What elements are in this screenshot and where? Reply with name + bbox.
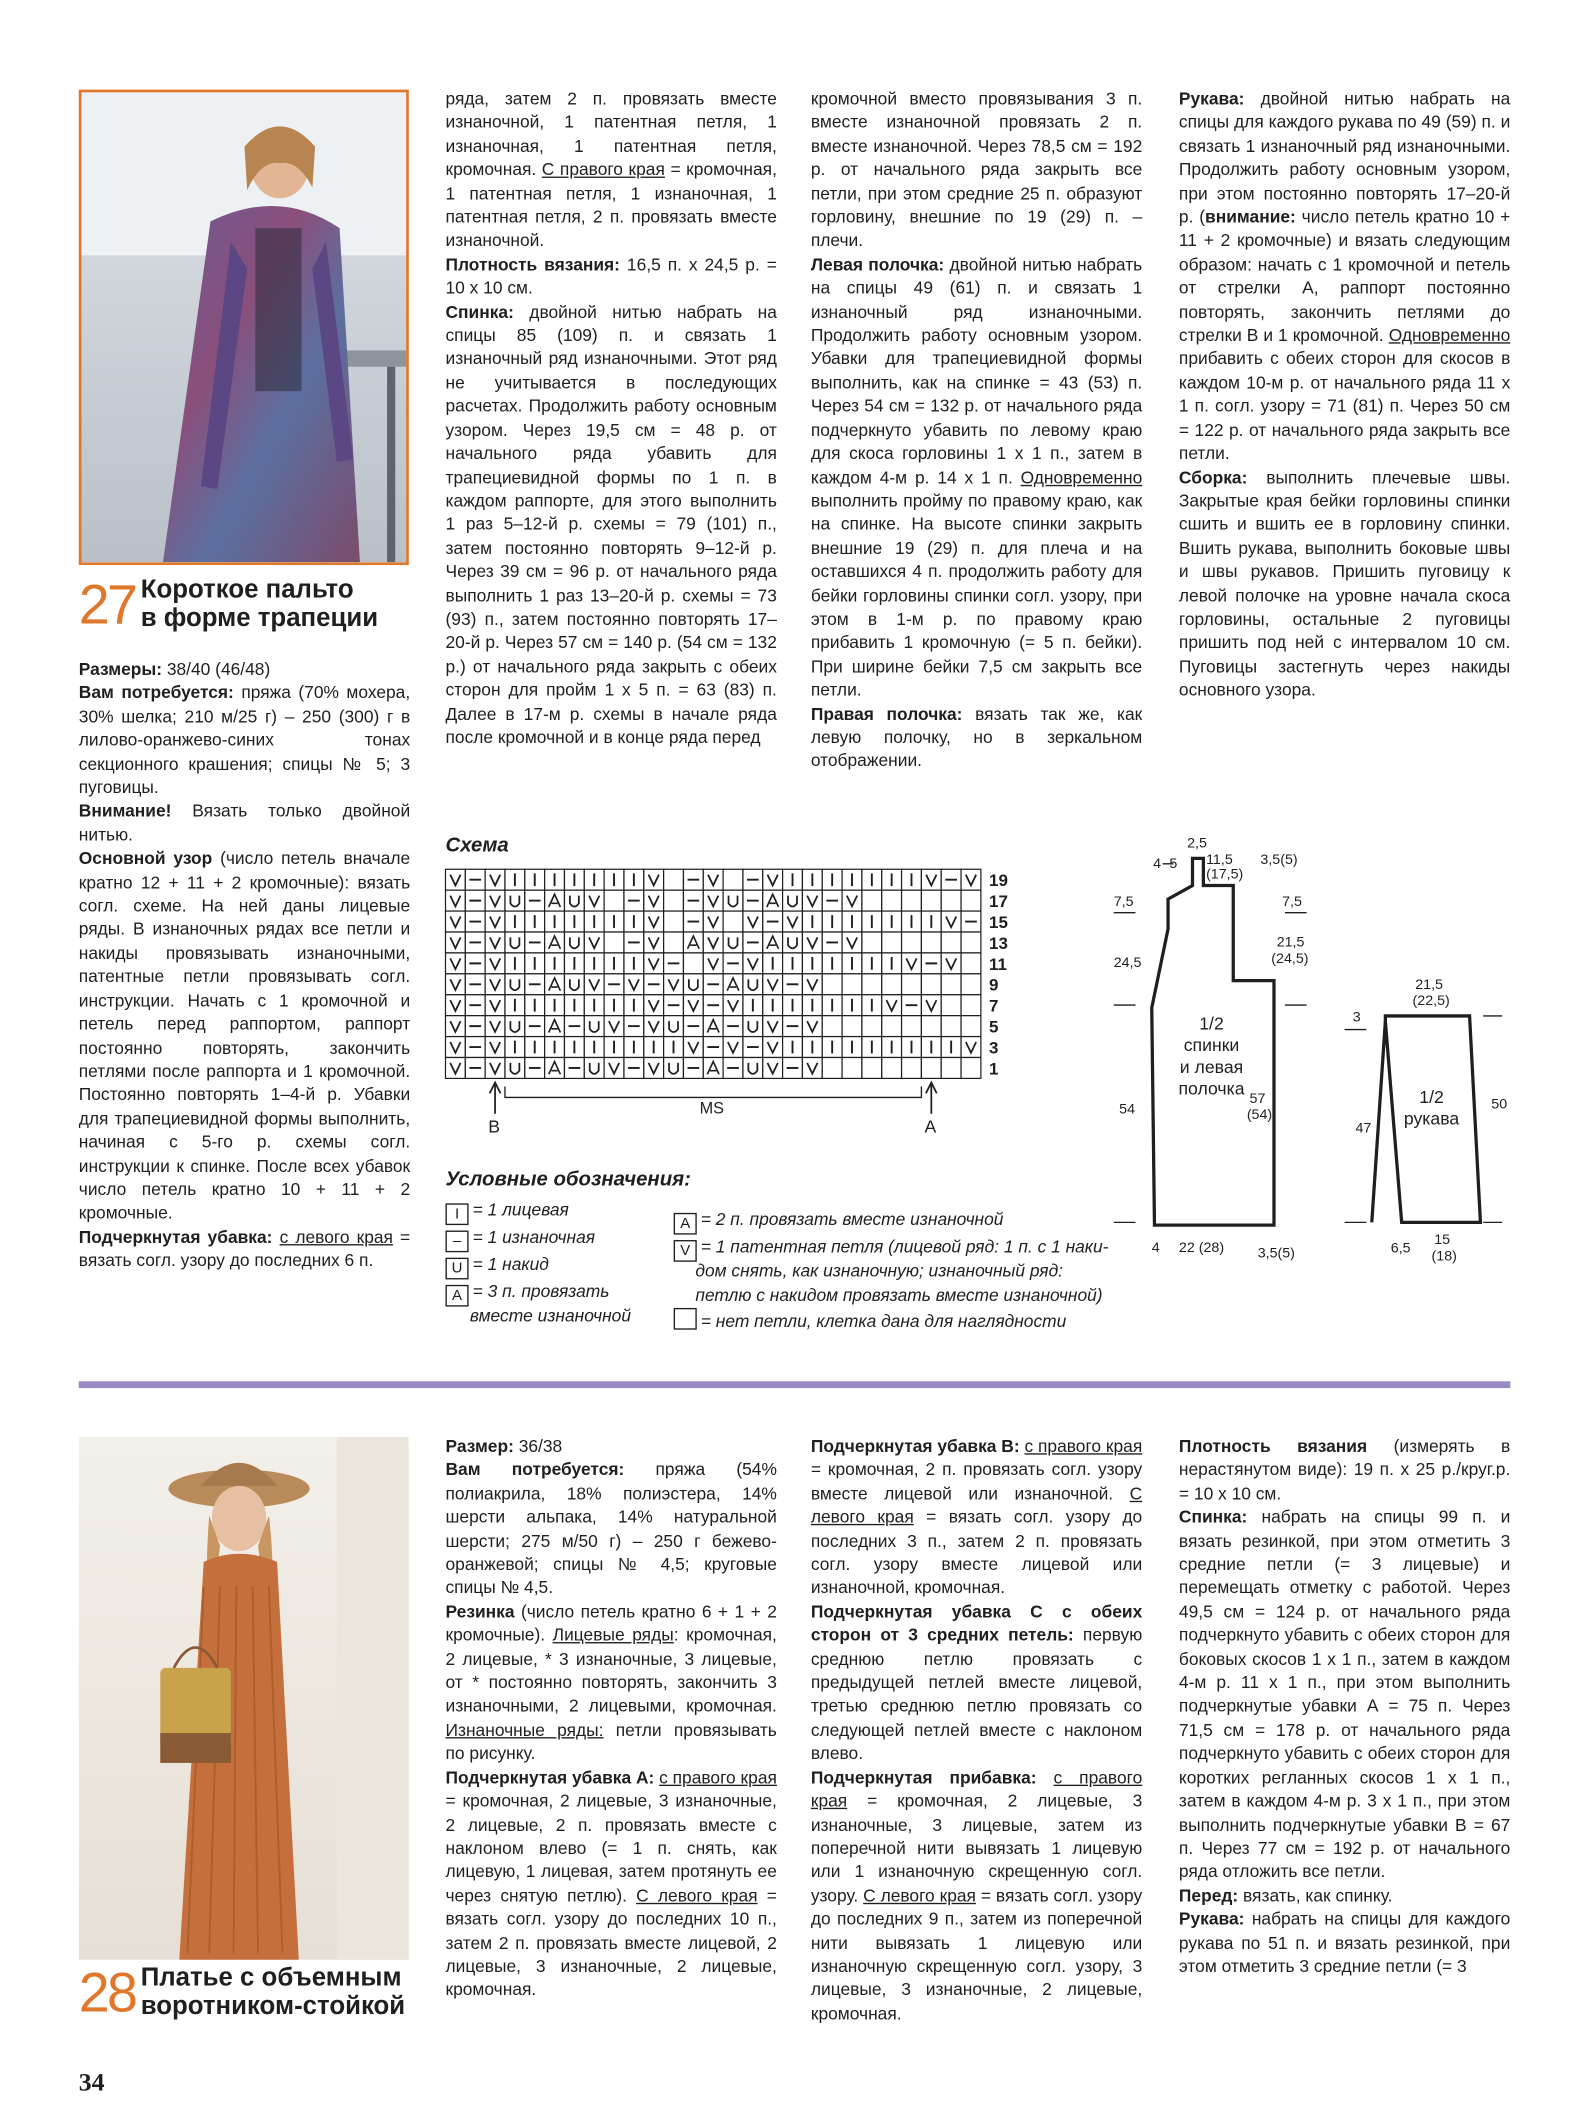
sleeve-top-3: 3 [1352,1009,1361,1026]
bold-run: Спинка: [445,301,514,322]
pattern-number: 27 [78,573,136,636]
chart-cell [842,974,862,995]
bold-run: Плотность вязания [1178,1435,1368,1456]
svg-text:A: A [924,1116,937,1137]
chart-cell [604,890,624,911]
schematic-left-7-5: 7,5 [1113,893,1134,910]
chart-cell [783,932,803,953]
legend-text: = 1 изнаночная [472,1226,596,1247]
text-paragraph: Вам потребуется: пряжа (70% мохера, 30% шелка; 210 м/25 г) – 250 (300) г в лилово-оранжево-синих тонах секционного крашения; спицы № 5; 3 пуговицы. [78,682,411,798]
chart-cell [683,974,703,995]
chart-cell [941,890,961,911]
legend-text: = 1 патентная петля (лицевой ряд: 1 п. с 1 наки- [700,1235,1109,1257]
chart-cell [862,974,882,995]
chart-cell [882,1057,902,1078]
chart-cell [822,1016,842,1037]
sleeve-side-50: 50 [1491,1096,1508,1113]
chart-row-label: 11 [989,954,1007,974]
bold-run: Подчеркнутая убавка А: [445,1766,655,1787]
rapport-bracket [505,1087,921,1098]
schematic-bottom-3-5: 3,5(5) [1257,1245,1295,1262]
underlined-run: Лицевые ряды [552,1624,674,1646]
underlined-run: с правого края [1024,1435,1143,1456]
schematic-top-3-5: 3,5(5) [1260,851,1298,868]
chart-cell [822,974,842,995]
pattern-28-title [78,1961,406,2024]
text-paragraph: Левая полочка: двойной нитью набрать на спицы 49 (61) п. и связать 1 изнаночный ряд изнаночными. Продолжить работу основным узором. Убавки для трапециевидной формы выполнить, как на спинке = 43 (53) п. Через 54 см = 132 р. от начального ряда подчеркнуто убавить по левому краю для скоса горловины 1 х 1 п., затем в каждом 4-м р. 14 х 1 п. Одновременно выполнить пройму по правому краю, как на спинке. На высоте спинки закрыть внешние 19 (29) п. для плеча и на оставшихся 4 п. продолжить работу для бейки горловины спинки согл. узору, при этом в 1-м р. по правому краю прибавить 1 кромочную (= 5 п. бейки). При ширине бейки 7,5 см закрыть все петли. [810,253,1143,700]
chart-cell [505,1057,525,1078]
pattern-title-text: Короткое пальто в форме трапеции [140,575,379,633]
chart-cell [723,890,743,911]
chart-cell [822,1057,842,1078]
underlined-run: С левого края [863,1884,976,1906]
sleeve-top-22-5: (22,5) [1412,993,1450,1010]
text-paragraph: Перед: вязать, как спинку. [1178,1884,1393,1906]
bold-run: Вам потребуется: [78,682,234,703]
legend-item [445,1225,595,1252]
bold-run: Подчеркнутая убавка: [78,1226,273,1247]
bold-run: Вам потребуется: [445,1459,625,1480]
text-paragraph: Размеры: 38/40 (46/48) [78,658,271,680]
text-paragraph: Рукава: двойной нитью набрать на спицы для каждого рукава по 49 (59) п. и связать 1 изнаночный ряд изнаночными. Продолжить работу основным узором, при этом постоянно повторять 17–20-й р. (внимание: число петель кратно 10 + 11 + 2 кромочные) и вязать следующим образом: начать с 1 кромочной и петель от стрелки А, раппорт постоянно повторять, закончить петлями до стрелки В и 1 кромочной. Одновременно прибавить с обеих сторон для скосов в каждом 10-м р. от начального ряда 11 х 1 п. согл. узору = 71 (81) п. Через 50 см = 122 р. от начального ряда закрыть все петли. [1178,88,1511,464]
chart-cell [882,890,902,911]
text-paragraph: Резинка (число петель кратно 6 + 1 + 2 кромочные). Лицевые ряды: кромочная, 2 лицевые, * 3 изнаночные, 3 лицевые, от * постоянно повторять, закончить 3 изнаночными, 2 лицевыми, кромочная. Изнаночные ряды: петли провязывать по рисунку. [445,1601,777,1764]
legend-text: дом снять, как изнаночную; изнаночный ряд: [695,1260,1064,1281]
chart-cell [664,869,684,890]
pattern-number: 28 [78,1961,136,2024]
chart-cell [505,890,525,911]
chart-cell [564,932,584,953]
underlined-run: С правого края [541,159,665,180]
schematic-left-54: 54 [1119,1101,1136,1118]
bold-run: Рукава: [1178,1908,1245,1929]
legend-symbol-icon: A [445,1285,468,1307]
schematic-bottom-22: 22 (28) [1178,1240,1225,1257]
section-divider [79,1381,1511,1388]
pattern-title-text: Платье с объемным воротником-стойкой [140,1963,406,2022]
legend-text: вместе изнаночной [469,1305,632,1326]
woman-purple-coat-photo-icon [81,92,406,562]
chart-cell [961,1016,981,1037]
chart-arrow-a [925,1082,937,1136]
chart-cell [862,932,882,953]
svg-text:B: B [488,1116,501,1137]
schematic-top-2-5: 2,5 [1187,835,1207,852]
chart-cell [584,1016,604,1037]
text-paragraph: Подчеркнутая убавка С с обеих сторон от 3 средних петель: первую среднюю петлю провязать с предыдущей петлей вместе лицевой, третью среднюю петлю провязать со следующей петлей вместе с наклоном влево. [810,1601,1143,1764]
chart-cell [862,1016,882,1037]
sleeve-top-21-5: 21,5 [1415,976,1443,993]
text-paragraph: Плотность вязания (измерять в нерастянутом виде): 19 п. х 25 р./круг.р. = 10 х 10 см. [1178,1435,1511,1504]
underlined-run: с правого края [810,1766,1143,1811]
text-paragraph: Спинка: двойной нитью набрать на спицы 85 (109) п. и связать 1 изнаночный ряд изнаночными. Этот ряд не учитывается в последующих расчетах. Продолжить работу основным узором. Через 19,5 см = 48 р. от начального ряда убавить для трапециевидной формы по 1 п. в каждом раппорте, для этого выполнить 1 раз 5–12-й р. схемы = 79 (101) п., затем постоянно повторять 9–12-й р. Через 39 см = 96 р. от начального ряда выполнить 1 раз 13–20-й р. схемы = 73 (93) п., затем постоянно повторять 17–20-й р. Через 57 см = 140 р. (54 см = 132 р.) от начального ряда закрыть с обеих сторон для пройм 1 х 5 п. = 63 (83) п. Далее в 17-м р. схемы в начале ряда после кромочной и в конце ряда перед [445,301,777,747]
bold-run: Спинка: [1178,1506,1248,1527]
chart-cell [921,974,941,995]
sleeve-schematic [1331,951,1521,1277]
stitch-chart [443,867,1013,1159]
chart-cell [505,974,525,995]
legend-item [695,1259,1063,1282]
chart-cell [941,995,961,1016]
chart-cell [921,890,941,911]
pattern-27-column-1 [79,657,410,1272]
chart-cell [723,911,743,932]
chart-cell [921,932,941,953]
legend-item [445,1198,568,1225]
chart-row-label: 3 [989,1038,999,1058]
pattern-28-column-1 [445,1434,776,2001]
legend-item [674,1308,1067,1332]
rapport-label: MS [699,1099,725,1118]
legend-symbol-icon: U [445,1258,468,1280]
schematic-right-54: (54) [1246,1107,1273,1124]
chart-cell [743,974,763,995]
pattern-28-column-3 [1179,1434,1510,1978]
pattern-27-title [78,573,379,636]
bold-run: Правая полочка: [810,702,963,724]
bold-run: Размер: [445,1435,514,1456]
chart-row-label: 13 [989,933,1008,953]
chart-cell [505,932,525,953]
bold-run: Подчеркнутая прибавка: [810,1766,1037,1787]
chart-cell [664,911,684,932]
chart-cell [921,1057,941,1078]
bold-run: Резинка [445,1601,515,1622]
chart-cell [723,869,743,890]
chart-cell [961,995,981,1016]
chart-cell [564,890,584,911]
schematic-right-57: 57 [1249,1090,1266,1107]
chart-cell [862,890,882,911]
schematic-right-21-5: 21,5 [1276,934,1305,951]
text-paragraph: ряда, затем 2 п. провязать вместе изнаночной, 1 патентная петля, 1 изнаночная, 1 патентная петля, кромочная. С правого края = кромочная, 1 патентная петля, 1 изнаночная, 1 патентная петля, 2 п. провязать вместе изнаночной. [445,88,777,251]
chart-row-label: 17 [989,892,1008,912]
chart-row-label: 9 [989,975,999,995]
underlined-run: Одновременно [1388,324,1511,346]
text-paragraph: Подчеркнутая прибавка: с правого края = кромочная, 2 лицевые, 3 изнаночные, 3 лицевые, затем из поперечной нити вывязать 1 лицевую или 1 изнаночную скрещенную согл. узору. С левого края = вязать согл. узору до последних 9 п., затем из поперечной нити вывязать 1 лицевую или изнаночную скрещенную согл. узору, 3 лицевые, 3 изнаночные, 2 лицевые, кромочная. [810,1766,1143,2024]
chart-cell [743,1057,763,1078]
chart-row-label: 5 [989,1017,999,1037]
chart-cell [604,932,624,953]
bold-run: внимание: [1205,206,1296,227]
schematic-left-24-5: 24,5 [1113,955,1142,972]
schematic-label-1: 1/2 [1199,1013,1224,1034]
legend-text: = 3 п. провязать [472,1280,610,1302]
legend-symbol-icon: I [445,1203,468,1225]
bold-run: Перед: [1178,1884,1239,1906]
schematic-top-11-5: 11,5 [1206,851,1233,868]
chart-cell [902,890,922,911]
chart-cell [505,1016,525,1037]
chart-heading: Схема [445,833,509,858]
chart-cell [743,1016,763,1037]
chart-cell [941,974,961,995]
woman-hat-orange-dress-photo-icon [79,1437,409,1960]
text-paragraph: Рукава: набрать на спицы для каждого рукава по 51 п. и вязать резинкой, при этом отметить 3 средние петли (= 3 [1178,1908,1511,1977]
chart-cell [902,974,922,995]
legend-item [445,1279,609,1306]
underlined-run: Изнаночные ряды: [445,1719,604,1740]
schematic-label-3: и левая [1179,1056,1244,1077]
chart-cell [723,932,743,953]
text-paragraph: Спинка: набрать на спицы 99 п. и вязать резинкой, при этом отметить 3 средние петли (= 3 лицевые) и перемещать отметку с работой. Через 49,5 см = 124 р. от начального ряда подчеркнуто убавить с обеих сторон для боковых скосов 1 х 1 п., затем в каждом 4-м р. 11 х 1 п., при этом выполнить подчеркнутые убавки А = 75 п. Через 71,5 см = 178 р. от начального ряда подчеркнуто убавить с обеих сторон для коротких реглaнных скосов 1 х 1 п., затем в каждом 4-м р. 3 х 1 п., при этом выполнить подчеркнутые убавки В = 67 п. Через 77 см = 192 р. от начального ряда отложить все петли. [1178,1506,1511,1882]
chart-cell [941,1057,961,1078]
text-paragraph: Основной узор (число петель вначале кратно 12 + 11 + 2 кромочные): вязать согл. схеме. На ней даны лицевые ряды. В изнаночных рядах все петли и накиды провязывать изнаночными, патентные петли провязывать согл. инструкции. Начать с 1 кромочной и петель перед раппортом, раппорт постоянно повторять, закончить петлями после раппорта и 1 кромочной. Постоянно повторять 1–4-й р. Убавки для трапециевидной формы выполнить, начиная с 5-го р. схемы согл. инструкции к спинке. После всех убавок число петель кратно 10 + 11 + 2 кромочные. [78,847,411,1223]
legend-symbol-icon: A [674,1213,697,1235]
chart-row-label: 15 [989,912,1008,932]
legend-text: = 1 накид [472,1253,549,1274]
bold-run: Размеры: [78,658,163,680]
schematic-label-2: спинки [1183,1035,1240,1056]
legend-item [674,1207,1004,1234]
bold-run: Плотность вязания: [445,253,620,275]
chart-row-label: 7 [989,996,999,1016]
underlined-run: С левого края [636,1884,758,1906]
text-paragraph: Подчеркнутая убавка А: с правого края = кромочная, 2 лицевые, 3 изнаночные, 2 лицевые, 2 п. провязать вместе с наклоном влево (= 1 п. снять, как лицевую, 1 лицевая, затем протянуть ее через снятую петлю). С левого края = вязать согл. узору до последних 10 п., затем 2 п. провязать вместе лицевой, 2 лицевые, 3 изнаночные, 2 лицевые, кромочная. [445,1766,777,2000]
bold-run: Сборка: [1178,466,1248,487]
chart-cell [664,1016,684,1037]
chart-cell [902,1016,922,1037]
pattern-28-photo [79,1437,409,1960]
underlined-run: с правого края [659,1766,777,1787]
bold-run: Подчеркнутая убавка С с обеих сторон от 3 средних петель: [810,1601,1143,1646]
chart-cell [941,1016,961,1037]
chart-cell [683,953,703,974]
pattern-28-column-2 [811,1434,1142,2025]
text-paragraph: кромочной вместо провязывания 3 п. вместе изнаночной провязать 2 п. вместе изнаночной. Через 78,5 см = 192 р. от начального ряда закрыть все петли, при этом средние 25 п. образуют горловину, внешние по 19 (29) п. – плечи. [810,88,1143,251]
sleeve-bottom-15: 15 [1434,1232,1451,1249]
legend-heading: Условные обозначения: [445,1168,691,1192]
schematic-right-24-5: (24,5) [1271,950,1309,967]
chart-cell [842,1016,862,1037]
bold-run: Основной узор [78,847,213,869]
legend-symbol-icon [674,1308,697,1330]
legend-text: = 2 п. провязать вместе изнаночной [700,1208,1004,1230]
pattern-27-column-4 [1179,87,1510,702]
text-paragraph: Размер: 36/38 [445,1435,563,1456]
chart-cell [961,932,981,953]
chart-cell [882,974,902,995]
underlined-run: Одновременно [1020,466,1143,487]
chart-cell [842,1057,862,1078]
chart-cell [902,932,922,953]
back-front-schematic [1097,831,1314,1293]
pattern-27-photo [79,90,409,565]
chart-cell [961,953,981,974]
sleeve-label-2: рукава [1403,1108,1460,1129]
sleeve-label-1: 1/2 [1419,1086,1444,1107]
chart-cell [882,932,902,953]
chart-arrow-b [488,1082,500,1136]
text-paragraph: Сборка: выполнить плечевые швы. Закрытые края бейки горловины спинки сшить и вшить ее в горловину спинки. Вшить рукава, выполнить боковые швы и швы рукавов. Пришить пуговицу к левой полочке на уровне начала скоса горловины, остальные 2 пуговицы пришить под ней с интервалом 10 см. Пуговицы застегнуть через накиды основного узора. [1178,466,1511,700]
sleeve-side-47: 47 [1355,1120,1372,1137]
text-paragraph: Подчеркнутая убавка В: с правого края = кромочная, 2 п. провязать согл. узору вместе лицевой или изнаночной. С левого края = вязать согл. узору до последних 3 п., затем 2 п. провязать согл. узору вместе лицевой или изнаночной, кромочная. [810,1435,1143,1598]
bold-run: Подчеркнутая убавка В: [810,1435,1020,1456]
chart-cell [961,1057,981,1078]
chart-cell [783,890,803,911]
chart-cell [564,974,584,995]
chart-cell [584,1057,604,1078]
underlined-run: С левого края [810,1482,1143,1527]
chart-cell [664,890,684,911]
schematic-top-5: 5 [1169,855,1178,872]
legend-text: петлю с накидом провязать вместе изнаночной) [695,1284,1103,1306]
schematic-top-17-5: (17,5) [1206,866,1244,883]
legend-text: = 1 лицевая [472,1199,569,1220]
chart-row-label: 19 [989,871,1008,891]
legend-symbol-icon: V [674,1240,697,1262]
chart-cell [961,974,981,995]
page-number: 34 [78,2068,105,2098]
legend-item [674,1235,1109,1262]
text-paragraph: Правая полочка: вязать так же, как левую полочку, но в зеркальном отображении. [810,702,1143,771]
chart-cell [902,1057,922,1078]
bold-run: Левая полочка: [810,253,945,275]
text-paragraph: Подчеркнутая убавка: с левого края = вязать согл. узору до последних 6 п. [78,1226,411,1271]
pattern-27-column-2 [445,87,776,749]
chart-cell [941,932,961,953]
chart-cell [882,1016,902,1037]
chart-row-label: 1 [989,1059,999,1079]
chart-cell [921,1016,941,1037]
chart-cell [664,932,684,953]
chart-cell [664,1057,684,1078]
schematic-top-4: 4 [1153,855,1162,872]
legend-symbol-icon: – [445,1231,468,1253]
legend-item [470,1304,631,1327]
schematic-bottom-4: 4 [1151,1240,1160,1257]
legend-item [695,1283,1102,1306]
chart-cell [961,890,981,911]
underlined-run: с левого края [279,1226,393,1247]
legend-text: = нет петли, клетка дана для наглядности [700,1310,1067,1332]
sleeve-bottom-6-5: 6,5 [1390,1240,1411,1257]
text-paragraph: Вам потребуется: пряжа (54% полиакрила, 18% полиэстера, 14% шерсти альпака, 14% натуральной шерсти; 275 м/50 г) – 250 г бежево-оранжевой; спицы № 4,5; круговые спицы № 4,5. [445,1459,777,1598]
sleeve-bottom-18: (18) [1431,1248,1457,1265]
bold-run: Внимание! [78,800,172,821]
legend-item [445,1252,548,1279]
chart-cell [862,1057,882,1078]
pattern-27-column-3 [811,87,1142,773]
schematic-label-4: полочка [1178,1078,1245,1099]
text-paragraph: Плотность вязания: 16,5 п. х 24,5 р. = 10 х 10 см. [445,253,777,298]
schematic-right-7-5: 7,5 [1282,893,1302,910]
bold-run: Рукава: [1178,88,1245,109]
text-paragraph: Внимание! Вязать только двойной нитью. [78,800,411,845]
